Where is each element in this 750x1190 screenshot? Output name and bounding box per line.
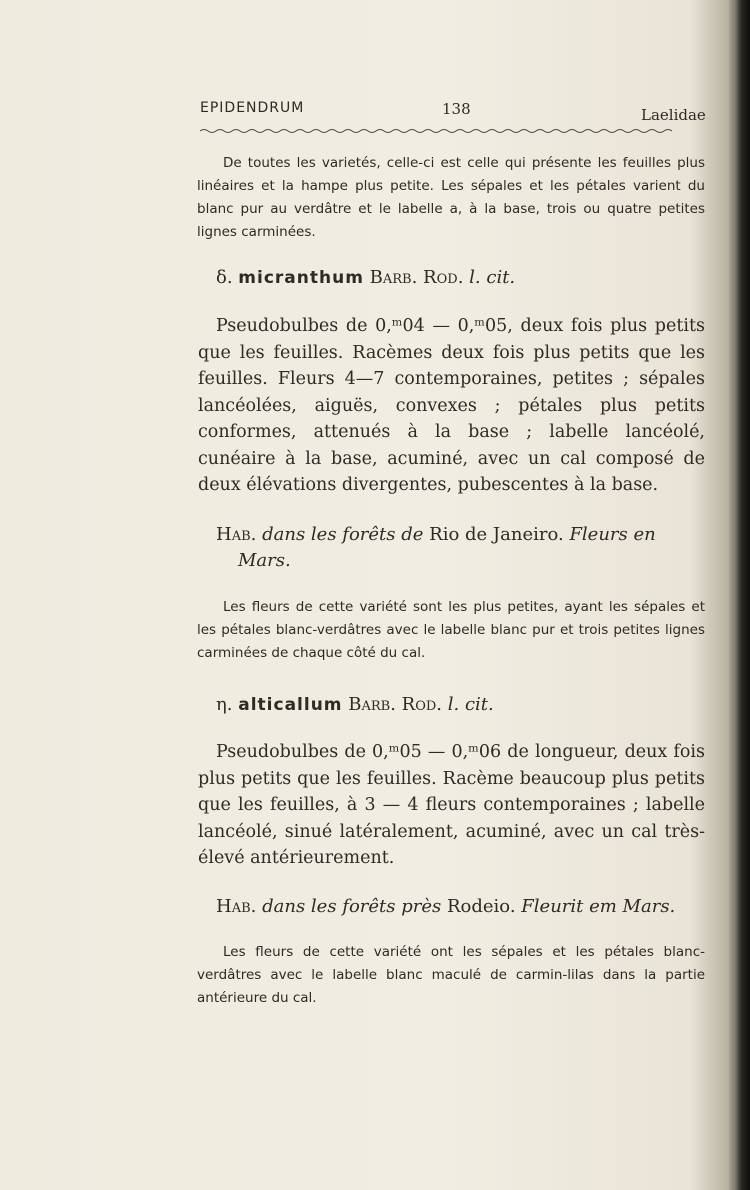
- micranthum-habitat: [216, 522, 706, 574]
- running-head-family: Laelidae: [641, 106, 706, 124]
- variety-citation: l. cit.: [447, 694, 494, 715]
- variety-author: Barb. Rod.: [369, 267, 464, 288]
- alticallum-description: Pseudobulbes de 0,ᵐ05 — 0,ᵐ06 de longueur, deux fois plus petits que les feuilles. Racème beaucoup plus petits que les feuilles, à 3 — 4 fleurs contemporaines ; labelle lancéolé, sinué latéralement, acuminé, avec un cal très-élevé antérieurement.: [198, 742, 705, 868]
- habitat-label: Hab.: [216, 896, 257, 917]
- variety-heading-micranthum: [216, 265, 515, 291]
- variety-name: micranthum: [238, 268, 364, 288]
- running-head: [200, 100, 705, 124]
- habitat-label: Hab.: [216, 524, 257, 545]
- variety-citation: l. cit.: [469, 267, 516, 288]
- intro-paragraph: De toutes les varietés, celle-ci est celle qui présente les feuilles plus linéaires et la hampe plus petite. Les sépales et les pétales varient du blanc pur au verdâtre et le labelle a, à la base, trois ou quatre petites lignes carminées.: [197, 155, 705, 240]
- variety-heading-alticallum: [216, 692, 494, 718]
- micranthum-note: Les fleurs de cette variété sont les plus petites, ayant les sépales et les pétales blanc-verdâtres avec le labelle blanc pur et trois petites lignes carminées de chaque côté du cal.: [197, 599, 705, 661]
- alticallum-habitat: [216, 894, 706, 920]
- habitat-flowering: Fleurit em Mars.: [521, 896, 676, 917]
- habitat-flowering-month: Mars.: [238, 550, 291, 571]
- habitat-place: Rio de Janeiro.: [429, 524, 564, 545]
- page-number: 138: [442, 100, 471, 118]
- habitat-text: dans les forêts près: [262, 896, 442, 917]
- variety-marker: δ.: [216, 267, 233, 288]
- running-head-genus: EPIDENDRUM: [200, 100, 305, 116]
- habitat-flowering: Fleurs en: [569, 524, 656, 545]
- variety-marker: η.: [216, 694, 233, 715]
- variety-author: Barb. Rod.: [348, 694, 443, 715]
- alticallum-note: Les fleurs de cette variété ont les sépales et les pétales blanc-verdâtres avec le labelle blanc maculé de carmin-lilas dans la partie antérieure du cal.: [197, 944, 705, 1006]
- micranthum-description: Pseudobulbes de 0,ᵐ04 — 0,ᵐ05, deux fois plus petits que les feuilles. Racèmes deux fois plus petits que les feuilles. Fleurs 4—7 contemporaines, petites ; sépales lancéolées, aiguës, convexes ; pétales plus petits conformes, attenués à la base ; labelle lancéolé, cunéaire à la base, acuminé, avec un cal composé de deux élévations divergentes, pubescentes à la base.: [198, 316, 705, 495]
- habitat-place: Rodeio.: [446, 896, 516, 917]
- header-rule: [200, 128, 705, 136]
- variety-name: alticallum: [238, 695, 343, 715]
- book-spine-shadow: [734, 0, 750, 1190]
- habitat-text: dans les forêts de: [262, 524, 424, 545]
